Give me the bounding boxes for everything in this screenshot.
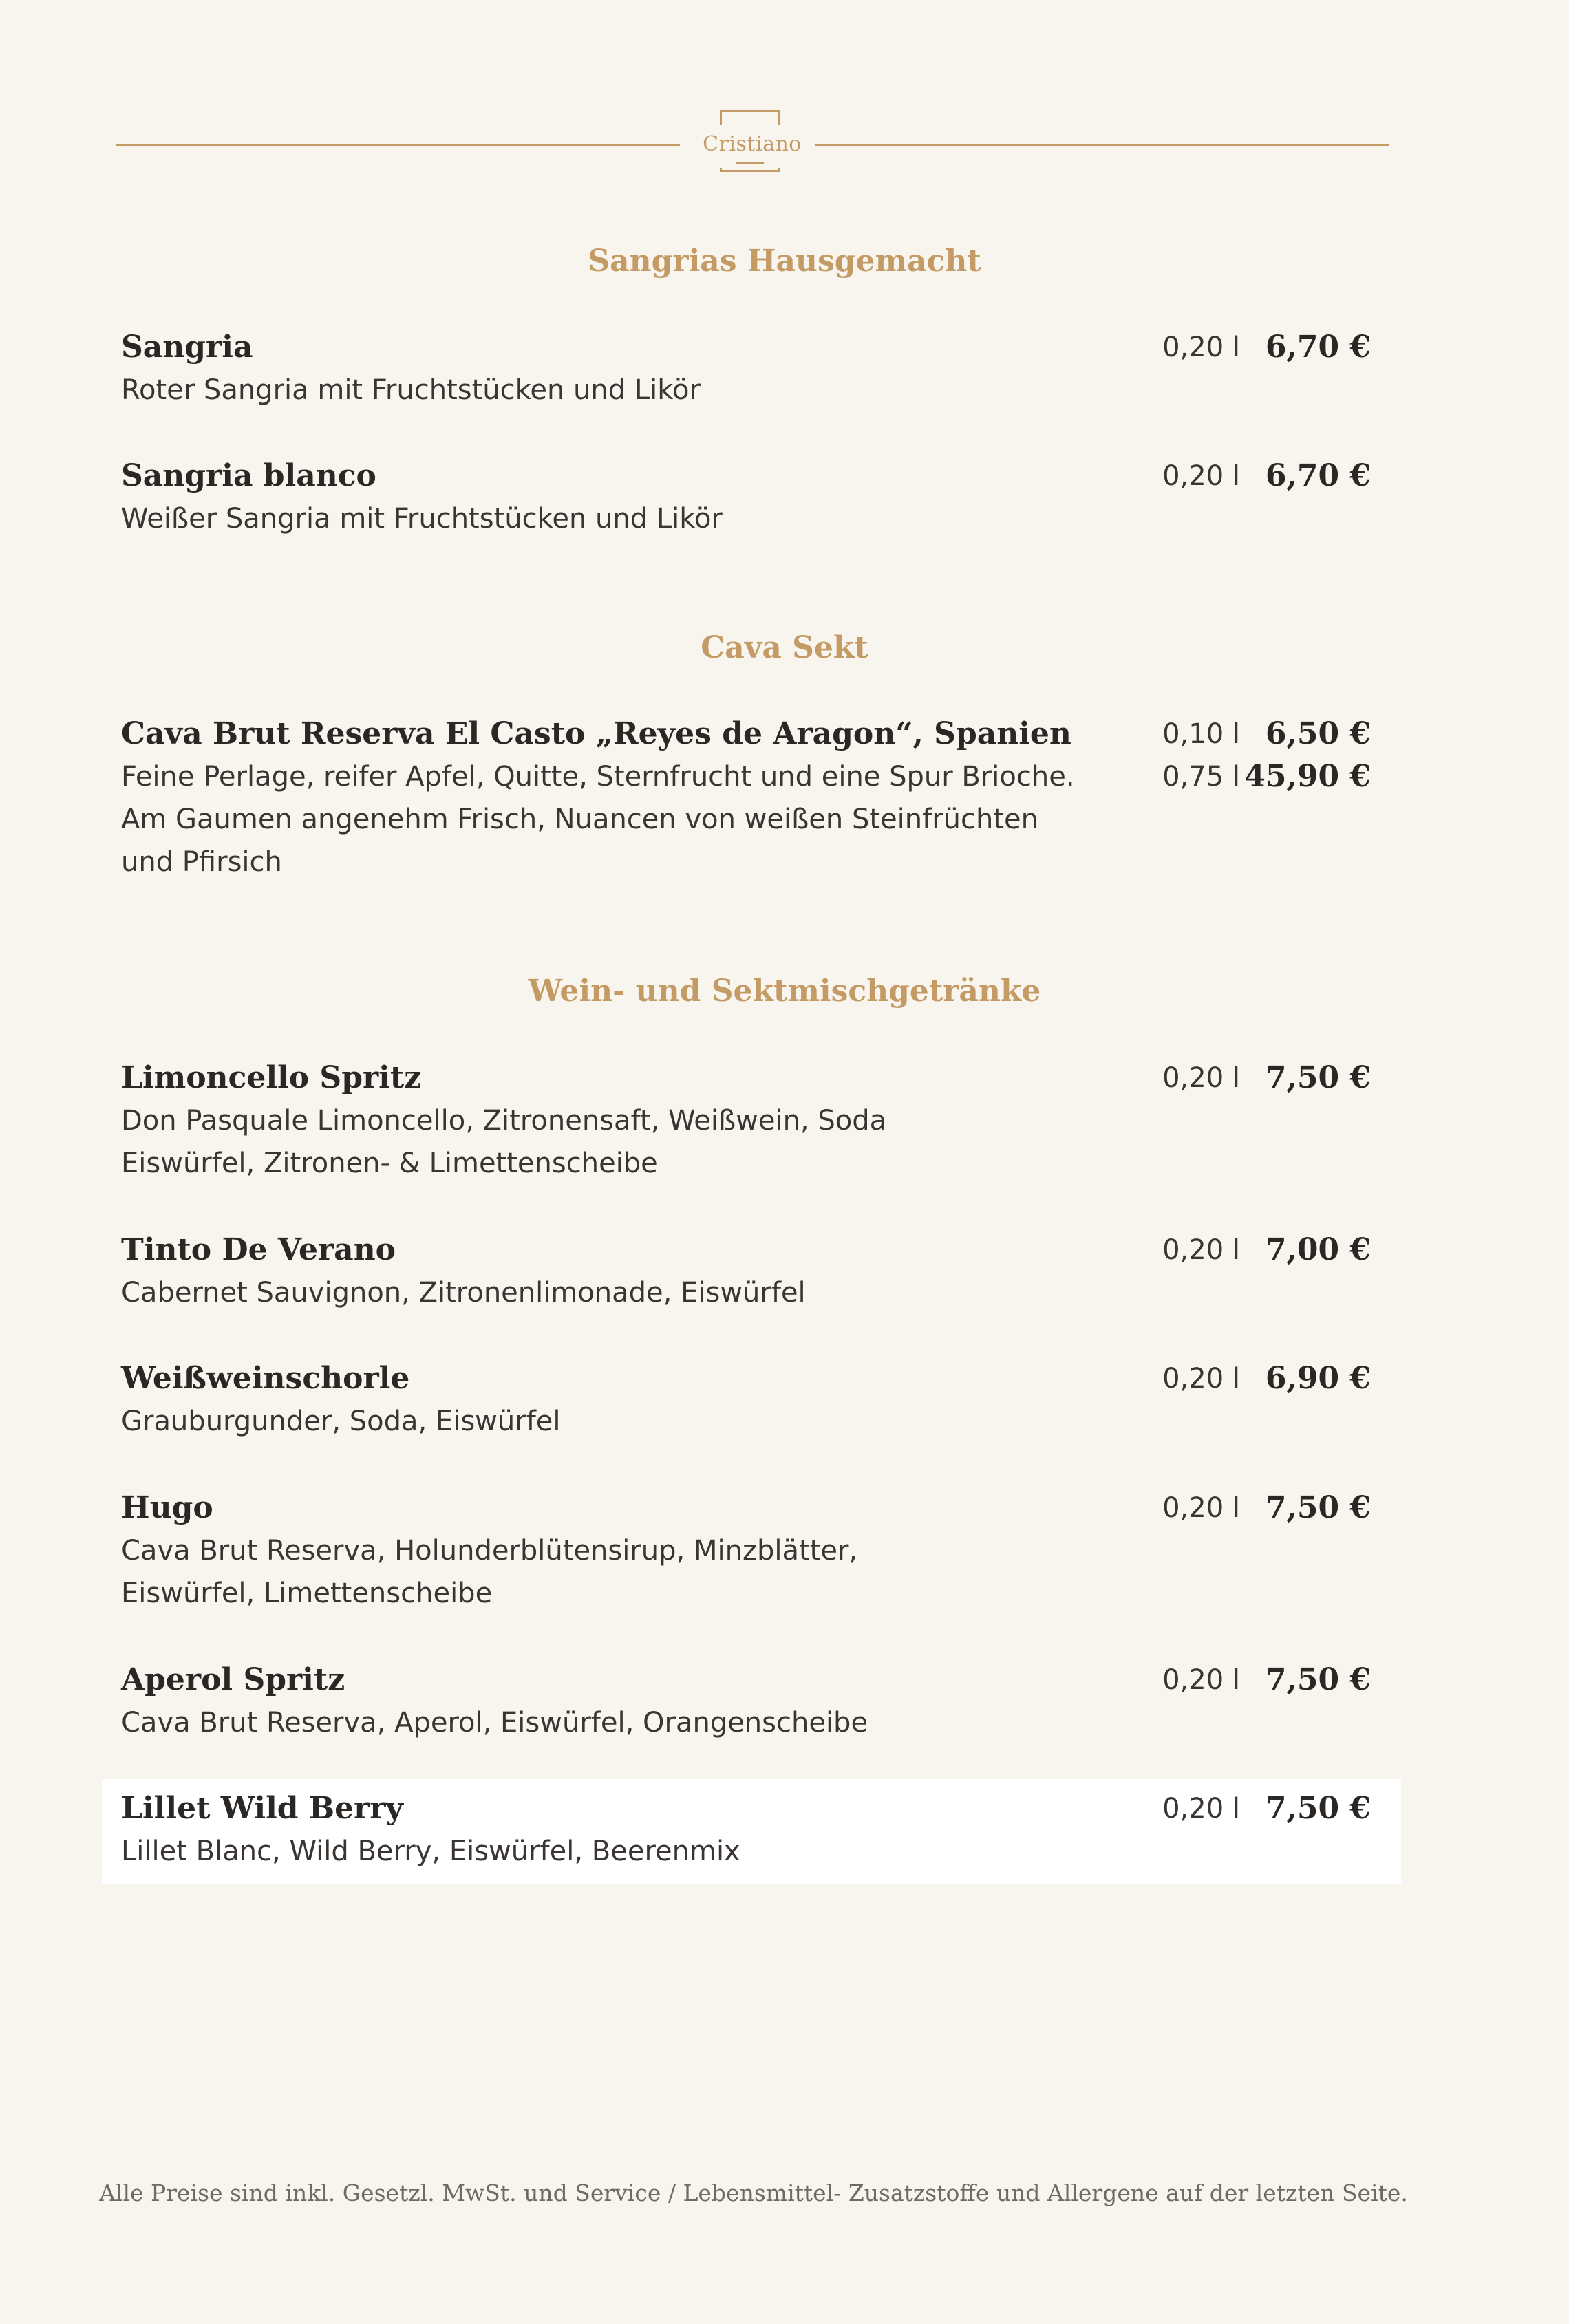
item-volume: 0,20 l xyxy=(1162,1234,1240,1266)
item-volume-bottle: 0,75 l xyxy=(1162,761,1240,793)
menu-header xyxy=(116,109,1389,180)
header-rule-left xyxy=(116,144,680,146)
footer-note: Alle Preise sind inkl. Gesetzl. MwSt. und Service / Lebensmittel- Zusatzstoffe und Allergene auf der letzten Seite. xyxy=(99,2180,1408,2206)
item-description: Grauburgunder, Soda, Eiswürfel xyxy=(121,1406,561,1437)
item-name: Sangria blanco xyxy=(121,458,376,493)
menu-item-weissweinschorle xyxy=(121,1357,1387,1443)
price-row xyxy=(1144,1659,1371,1701)
price-row xyxy=(1144,1357,1371,1400)
item-volume: 0,20 l xyxy=(1162,1062,1240,1094)
price-row xyxy=(1144,1487,1371,1529)
item-volume: 0,20 l xyxy=(1162,1793,1240,1825)
item-name: Aperol Spritz xyxy=(121,1662,345,1697)
menu-item-lillet-wild-berry xyxy=(121,1787,1387,1873)
price-row xyxy=(1144,1787,1371,1830)
menu-item-limoncello-spritz xyxy=(121,1057,1387,1185)
price-row xyxy=(1144,713,1371,755)
price-row xyxy=(1144,326,1371,369)
menu-item-hugo xyxy=(121,1487,1387,1615)
brand-logo-tick xyxy=(736,162,764,164)
item-volume: 0,10 l xyxy=(1162,718,1240,750)
item-volume: 0,20 l xyxy=(1162,332,1240,363)
item-description: Cabernet Sauvignon, Zitronenlimonade, Eiswürfel xyxy=(121,1277,806,1309)
price-row xyxy=(1144,455,1371,497)
menu-item-cava-brut-reserva xyxy=(121,713,1387,883)
item-name: Cava Brut Reserva El Casto „Reyes de Aragon“, Spanien xyxy=(121,716,1071,751)
price-row-bottle xyxy=(1144,755,1371,798)
price-row xyxy=(1144,1229,1371,1271)
menu-item-sangria xyxy=(121,326,1387,411)
item-price: 6,50 € xyxy=(1265,716,1371,751)
item-price: 7,50 € xyxy=(1265,1490,1371,1525)
item-volume: 0,20 l xyxy=(1162,1492,1240,1524)
header-rule-right xyxy=(815,144,1389,146)
brand-logo xyxy=(694,125,811,168)
item-price: 7,50 € xyxy=(1265,1791,1371,1826)
item-name: Hugo xyxy=(121,1490,213,1525)
item-description: Cava Brut Reserva, Holunderblütensirup, Minzblätter, Eiswürfel, Limettenscheibe xyxy=(121,1535,858,1609)
section-title-sangrias: Sangrias Hausgemacht xyxy=(588,244,981,279)
item-price: 7,50 € xyxy=(1265,1662,1371,1697)
menu-item-aperol-spritz xyxy=(121,1659,1387,1744)
item-name: Sangria xyxy=(121,330,253,365)
item-volume: 0,20 l xyxy=(1162,1664,1240,1696)
menu-item-tinto-de-verano xyxy=(121,1229,1387,1314)
item-name: Lillet Wild Berry xyxy=(121,1791,403,1826)
menu-item-sangria-blanco xyxy=(121,455,1387,540)
item-price: 6,70 € xyxy=(1265,330,1371,365)
item-description: Lillet Blanc, Wild Berry, Eiswürfel, Beerenmix xyxy=(121,1836,740,1867)
section-title-cava-sekt: Cava Sekt xyxy=(701,630,868,665)
item-volume: 0,20 l xyxy=(1162,460,1240,492)
item-price: 6,70 € xyxy=(1265,458,1371,493)
item-description: Don Pasquale Limoncello, Zitronensaft, Weißwein, Soda Eiswürfel, Zitronen- & Limettenscheibe xyxy=(121,1105,887,1179)
item-price-bottle: 45,90 € xyxy=(1244,759,1371,794)
item-description: Feine Perlage, reifer Apfel, Quitte, Sternfrucht und eine Spur Brioche. Am Gaumen angenehm Frisch, Nuancen von weißen Steinfrüchten und Pfirsich xyxy=(121,761,1075,878)
item-name: Limoncello Spritz xyxy=(121,1060,422,1095)
item-description: Roter Sangria mit Fruchtstücken und Likör xyxy=(121,374,701,406)
item-price: 6,90 € xyxy=(1265,1361,1371,1396)
item-volume: 0,20 l xyxy=(1162,1363,1240,1395)
item-description: Cava Brut Reserva, Aperol, Eiswürfel, Orangenscheibe xyxy=(121,1707,868,1739)
item-name: Tinto De Verano xyxy=(121,1232,396,1267)
section-title-wein-sektmischgetraenke: Wein- und Sektmischgetränke xyxy=(528,973,1041,1009)
item-description: Weißer Sangria mit Fruchtstücken und Likör xyxy=(121,503,723,535)
price-row xyxy=(1144,1057,1371,1099)
item-name: Weißweinschorle xyxy=(121,1361,410,1396)
item-price: 7,50 € xyxy=(1265,1060,1371,1095)
item-price: 7,00 € xyxy=(1265,1232,1371,1267)
brand-logo-text: Cristiano xyxy=(703,132,802,156)
